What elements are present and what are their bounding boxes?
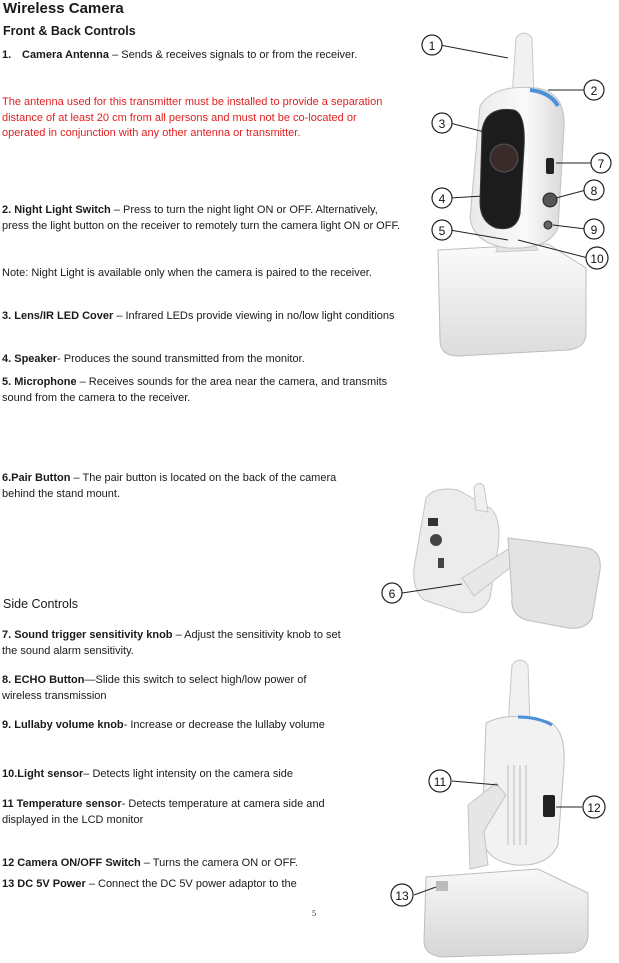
side-knob-2 bbox=[544, 221, 552, 229]
callout-4: 4 bbox=[438, 192, 446, 206]
item-light-sensor bbox=[2, 767, 372, 783]
item-separator: – bbox=[85, 878, 98, 890]
item-on-off-switch bbox=[2, 856, 382, 872]
callout-2: 2 bbox=[590, 84, 598, 98]
item-text: Sends & receives signals to or from the receiver. bbox=[121, 49, 358, 61]
callout-6: 6 bbox=[388, 587, 396, 601]
camera-back-figure bbox=[378, 478, 618, 658]
item-text: Press to turn the night light ON or OFF. Alternatively, press the light button on the receiver to remotely turn the camera light ON or OFF. bbox=[2, 204, 401, 232]
item-echo-button bbox=[2, 673, 332, 704]
callout-7: 7 bbox=[597, 157, 605, 171]
item-text: Adjust the sensitivity knob to set the sound alarm sensitivity. bbox=[2, 629, 341, 657]
item-separator: – bbox=[83, 768, 93, 780]
item-text: Receives sounds for the area near the camera, and transmits sound from the camera to the receiver. bbox=[2, 376, 388, 404]
night-light-note: Note: Night Light is available only when the camera is paired to the receiver. bbox=[2, 267, 372, 279]
item-separator: – bbox=[172, 629, 185, 641]
item-lullaby-volume-knob bbox=[2, 718, 352, 734]
item-separator: - bbox=[121, 798, 129, 810]
item-pair-button bbox=[2, 471, 342, 502]
item-label: 7. Sound trigger sensitivity knob bbox=[2, 629, 173, 641]
side-knob bbox=[543, 193, 557, 207]
item-speaker bbox=[2, 352, 402, 368]
on-off-switch bbox=[543, 795, 555, 817]
callout-5: 5 bbox=[438, 224, 446, 238]
item-separator: – bbox=[110, 204, 124, 216]
camera-side-base bbox=[424, 869, 588, 957]
item-camera-antenna bbox=[2, 48, 402, 64]
power-port bbox=[436, 881, 448, 891]
item-label: 10.Light sensor bbox=[2, 768, 84, 780]
item-text: Connect the DC 5V power adaptor to the bbox=[98, 878, 297, 890]
lens bbox=[490, 144, 518, 172]
callout-11: 11 bbox=[433, 775, 447, 789]
item-text: Produces the sound transmitted from the monitor. bbox=[63, 353, 305, 365]
item-label: 13 DC 5V Power bbox=[2, 878, 86, 890]
item-text: Slide this switch to select high/low power of wireless transmission bbox=[2, 674, 307, 702]
item-lens-ir-led-cover bbox=[2, 309, 402, 325]
item-label: Camera Antenna bbox=[22, 49, 110, 61]
callout-12: 12 bbox=[587, 801, 601, 815]
item-separator: — bbox=[84, 674, 96, 686]
callout-13: 13 bbox=[395, 889, 409, 903]
stand-base bbox=[508, 538, 600, 628]
item-label: 12 Camera ON/OFF Switch bbox=[2, 857, 141, 869]
item-text: Detects temperature at camera side and displayed in the LCD monitor bbox=[2, 798, 325, 826]
item-label: 2. Night Light Switch bbox=[2, 204, 111, 216]
camera-side-figure bbox=[388, 655, 618, 960]
item-microphone bbox=[2, 375, 402, 406]
item-text: Infrared LEDs provide viewing in no/low light conditions bbox=[125, 310, 395, 322]
camera-side-antenna bbox=[508, 660, 530, 725]
item-label: 5. Microphone bbox=[2, 376, 77, 388]
item-text: Increase or decrease the lullaby volume bbox=[130, 719, 325, 731]
item-label: 3. Lens/IR LED Cover bbox=[2, 310, 114, 322]
page-title: Wireless Camera bbox=[3, 0, 124, 17]
item-label: 9. Lullaby volume knob bbox=[2, 719, 124, 731]
callout-3: 3 bbox=[438, 117, 446, 131]
item-separator: - bbox=[123, 719, 131, 731]
item-dc-power bbox=[2, 877, 382, 893]
page-number: 5 bbox=[312, 909, 316, 918]
item-separator: – bbox=[140, 857, 153, 869]
callout-9: 9 bbox=[590, 223, 598, 237]
item-label: 11 Temperature sensor bbox=[2, 798, 122, 810]
item-separator: - bbox=[57, 353, 64, 365]
callout-8: 8 bbox=[590, 184, 598, 198]
camera-base bbox=[438, 244, 586, 356]
antenna-warning: The antenna used for this transmitter must be installed to provide a separation distance of at least 20 cm from all persons and must not be co-located or operated in conjunction with any other antenna or transmitter. bbox=[2, 96, 383, 139]
item-night-light-switch bbox=[2, 203, 402, 234]
camera-front-figure bbox=[408, 18, 618, 368]
item-number: 1. bbox=[2, 49, 12, 61]
item-separator: – bbox=[113, 310, 126, 322]
callout-10: 10 bbox=[590, 252, 604, 266]
camera-back-antenna bbox=[474, 483, 488, 512]
section-heading-side: Side Controls bbox=[3, 597, 79, 611]
side-switch bbox=[546, 158, 554, 174]
item-label: 8. ECHO Button bbox=[2, 674, 85, 686]
item-label: 6.Pair Button bbox=[2, 472, 71, 484]
callout-1: 1 bbox=[428, 39, 436, 53]
item-separator: – bbox=[70, 472, 83, 484]
item-separator: – bbox=[109, 49, 122, 61]
item-sound-trigger-knob bbox=[2, 628, 352, 659]
item-text: The pair button is located on the back of the camera behind the stand mount. bbox=[2, 472, 337, 500]
item-separator: – bbox=[76, 376, 89, 388]
item-text: Detects light intensity on the camera side bbox=[92, 768, 294, 780]
item-temperature-sensor bbox=[2, 797, 372, 828]
item-text: Turns the camera ON or OFF. bbox=[152, 857, 298, 869]
section-heading-front-back: Front & Back Controls bbox=[3, 24, 136, 38]
item-label: 4. Speaker bbox=[2, 353, 58, 365]
